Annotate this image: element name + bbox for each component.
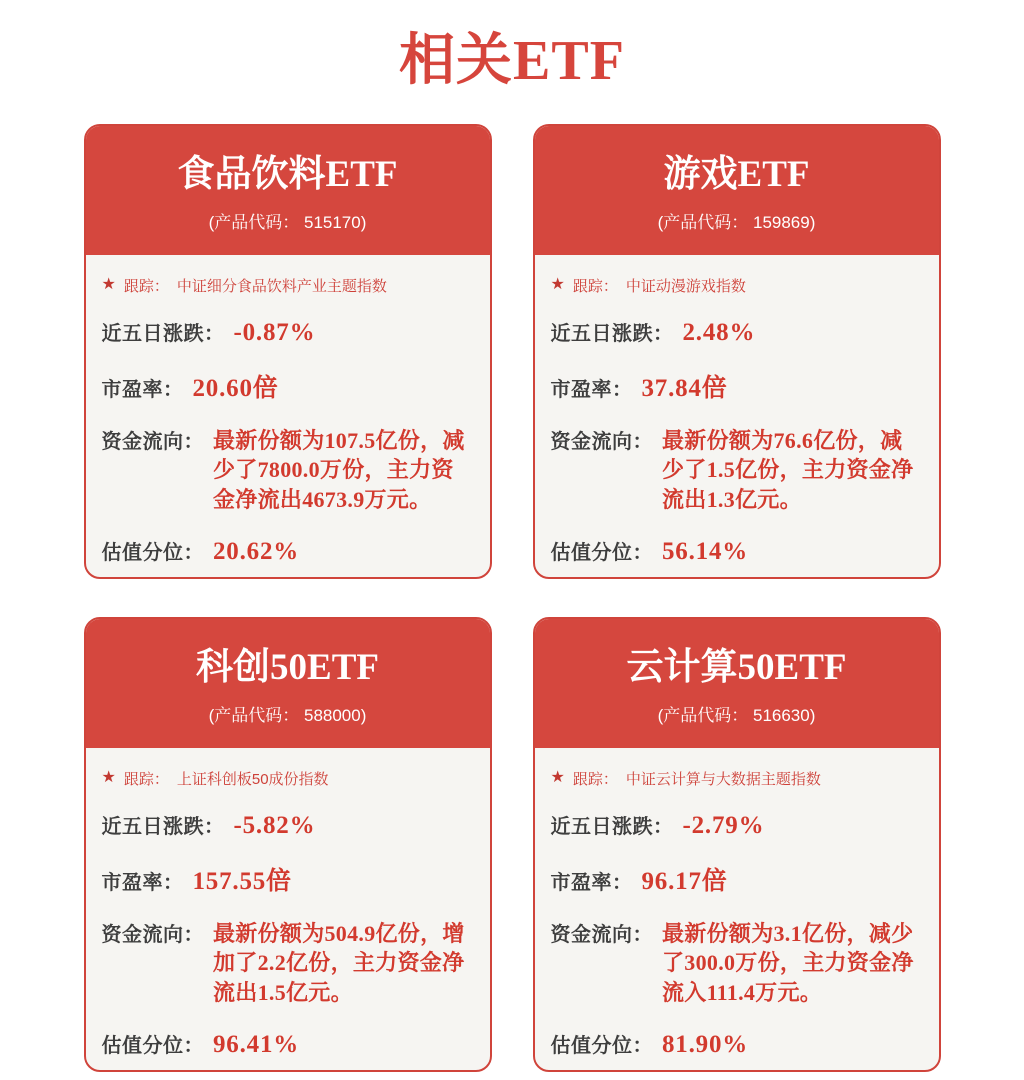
fund-flow-row — [102, 425, 472, 515]
valuation-value: 96.41% — [213, 1030, 300, 1058]
tracking-row — [551, 768, 921, 789]
valuation-row — [102, 1029, 472, 1059]
valuation-label: 估值分位： — [101, 1034, 204, 1057]
pe-ratio-label: 市盈率： — [550, 871, 633, 894]
etf-card-star50 — [84, 617, 492, 1072]
tracking-index: 中证云计算与大数据主题指数 — [625, 770, 821, 788]
card-body — [535, 255, 939, 579]
valuation-row — [551, 1029, 921, 1059]
fund-flow-row — [551, 918, 921, 1008]
five-day-change-row — [102, 810, 472, 840]
tracking-label: 跟踪： — [572, 277, 618, 295]
fund-flow-label: 资金流向： — [101, 430, 204, 453]
etf-card-food-beverage — [84, 124, 492, 579]
etf-product-code: (产品代码： 159869) — [657, 212, 816, 232]
five-day-change-row — [102, 317, 472, 347]
tracking-label: 跟踪： — [123, 770, 169, 788]
etf-product-code: (产品代码： 588000) — [208, 705, 367, 725]
pe-ratio-value: 37.84倍 — [641, 374, 728, 402]
pe-ratio-row — [102, 861, 472, 897]
fund-flow-label: 资金流向： — [550, 430, 653, 453]
five-day-change-label: 近五日涨跌： — [101, 322, 225, 345]
card-header — [535, 619, 939, 748]
tracking-label: 跟踪： — [572, 770, 618, 788]
tracking-row — [102, 275, 472, 296]
tracking-label: 跟踪： — [123, 277, 169, 295]
tracking-index: 上证科创板50成份指数 — [176, 770, 329, 788]
etf-name: 科创50ETF — [196, 647, 379, 688]
etf-card-grid — [0, 124, 1024, 1072]
pe-ratio-value: 96.17倍 — [641, 867, 728, 895]
card-header — [535, 126, 939, 255]
etf-product-code: (产品代码： 515170) — [208, 212, 367, 232]
five-day-change-value: -0.87% — [233, 318, 316, 346]
valuation-row — [551, 536, 921, 566]
pe-ratio-label: 市盈率： — [101, 871, 184, 894]
fund-flow-row — [551, 425, 921, 515]
etf-product-code: (产品代码： 516630) — [657, 705, 816, 725]
five-day-change-label: 近五日涨跌： — [101, 815, 225, 838]
card-header — [86, 126, 490, 255]
valuation-value: 81.90% — [662, 1030, 749, 1058]
fund-flow-label: 资金流向： — [101, 923, 204, 946]
fund-flow-value: 最新份额为504.9亿份，增加了2.2亿份，主力资金净流出1.5亿元。 — [213, 920, 465, 1005]
five-day-change-label: 近五日涨跌： — [550, 322, 674, 345]
five-day-change-label: 近五日涨跌： — [550, 815, 674, 838]
etf-card-game — [533, 124, 941, 579]
valuation-label: 估值分位： — [550, 541, 653, 564]
card-header — [86, 619, 490, 748]
star-icon: ★ — [101, 276, 116, 294]
pe-ratio-value: 157.55倍 — [192, 867, 292, 895]
star-icon: ★ — [550, 276, 565, 294]
pe-ratio-row — [551, 368, 921, 404]
pe-ratio-value: 20.60倍 — [192, 374, 279, 402]
pe-ratio-row — [551, 861, 921, 897]
valuation-row — [102, 536, 472, 566]
valuation-label: 估值分位： — [550, 1034, 653, 1057]
tracking-index: 中证细分食品饮料产业主题指数 — [176, 277, 387, 295]
star-icon: ★ — [550, 769, 565, 787]
fund-flow-label: 资金流向： — [550, 923, 653, 946]
card-body — [86, 255, 490, 579]
pe-ratio-label: 市盈率： — [101, 378, 184, 401]
card-body — [86, 748, 490, 1072]
etf-card-cloud50 — [533, 617, 941, 1072]
page-title: 相关ETF — [399, 30, 625, 92]
pe-ratio-row — [102, 368, 472, 404]
fund-flow-value: 最新份额为3.1亿份，减少了300.0万份，主力资金净流入111.4万元。 — [662, 920, 914, 1005]
five-day-change-value: -5.82% — [233, 811, 316, 839]
five-day-change-row — [551, 317, 921, 347]
five-day-change-value: 2.48% — [682, 318, 756, 346]
tracking-row — [551, 275, 921, 296]
tracking-index: 中证动漫游戏指数 — [625, 277, 746, 295]
etf-name: 云计算50ETF — [626, 647, 847, 688]
etf-name: 游戏ETF — [663, 154, 810, 195]
valuation-value: 20.62% — [213, 537, 300, 565]
fund-flow-value: 最新份额为76.6亿份，减少了1.5亿份，主力资金净流出1.3亿元。 — [662, 427, 914, 512]
fund-flow-value: 最新份额为107.5亿份，减少了7800.0万份，主力资金净流出4673.9万元。 — [213, 427, 465, 512]
pe-ratio-label: 市盈率： — [550, 378, 633, 401]
etf-name: 食品饮料ETF — [177, 154, 398, 195]
card-body — [535, 748, 939, 1072]
star-icon: ★ — [101, 769, 116, 787]
fund-flow-row — [102, 918, 472, 1008]
tracking-row — [102, 768, 472, 789]
valuation-label: 估值分位： — [101, 541, 204, 564]
valuation-value: 56.14% — [662, 537, 749, 565]
five-day-change-value: -2.79% — [682, 811, 765, 839]
five-day-change-row — [551, 810, 921, 840]
